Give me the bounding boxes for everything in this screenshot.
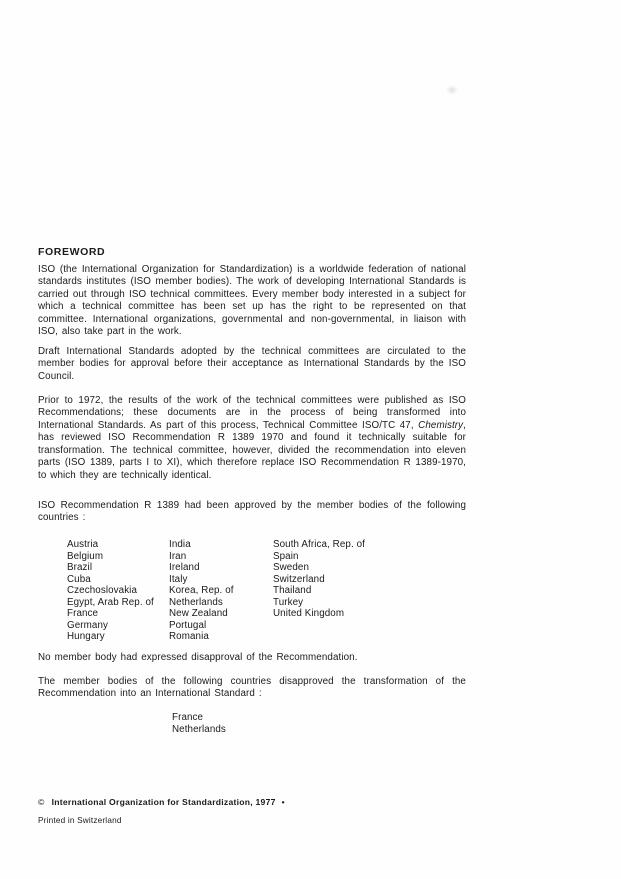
country-item: Czechoslovakia (67, 585, 138, 597)
country-item: France (67, 608, 99, 620)
country-item: Turkey (273, 596, 304, 608)
copyright-symbol: © (38, 797, 45, 807)
country-item: Belgium (67, 550, 104, 562)
paragraph-iso-intro: ISO (the International Organization for Standardization) is a worldwide federation of national standards institutes (ISO member bodies). The work of developing International Standards is carried out through ISO technical committees. Every member body interested in a subject for which a technical committee has been set up has the right to be represented on that committee. International organizations, governmental and non-governmental, in liaison with ISO, also take part in the work. (38, 264, 466, 338)
country-item: Hungary (67, 631, 105, 643)
country-item: Netherlands (172, 724, 226, 736)
paragraph-prior-1972-text-cont: , has reviewed ISO Recommendation R 1389 1970 and found it technically suitable for transformation. The technical committee, however, divided the recommendation into eleven parts (ISO 1389, parts I to XI), which therefore replace ISO Recommendation R 1389-1970, to which they are technically identical. (38, 419, 466, 481)
country-item: Thailand (273, 585, 312, 597)
paragraph-approved-by: ISO Recommendation R 1389 had been approved by the member bodies of the following countries : (38, 500, 466, 524)
paragraph-prior-1972-text: Prior to 1972, the results of the work of the technical committees were published as ISO Recommendations; these documents are in the process of being transformed into International Standards. As part of this process, Technical Committee ISO/TC 47, (38, 395, 466, 431)
country-item: Italy (169, 573, 188, 585)
country-item: Korea, Rep. of (169, 585, 234, 597)
country-item: Netherlands (169, 596, 223, 608)
country-item: Iran (169, 550, 187, 562)
country-item: Spain (273, 550, 299, 562)
country-item: South Africa, Rep. of (273, 539, 365, 550)
country-item: Ireland (169, 562, 200, 574)
country-item: Sweden (273, 562, 310, 574)
country-item: France (172, 712, 204, 723)
country-item: Switzerland (273, 573, 325, 585)
paragraph-prior-1972 (38, 395, 466, 482)
approving-countries-column-2 (169, 539, 273, 643)
paragraph-no-disapproval: No member body had expressed disapproval of the Recommendation. (38, 652, 358, 663)
paragraph-disapproved-transformation: The member bodies of the following countries disapproved the transformation of the Recommendation into an International Standard : (38, 676, 466, 700)
scan-artifact (446, 85, 458, 95)
country-item: Brazil (67, 562, 93, 574)
country-item: New Zealand (169, 608, 228, 620)
country-item: Portugal (169, 619, 207, 631)
country-item: Egypt, Arab Rep. of (67, 596, 154, 608)
paragraph-draft-standards: Draft International Standards adopted by the technical committees are circulated to the member bodies for approval before their acceptance as International Standards by the ISO Council. (38, 346, 466, 382)
country-item: Cuba (67, 573, 91, 585)
approving-countries-column-1 (67, 539, 169, 643)
country-item: Germany (67, 619, 108, 631)
country-item: Austria (67, 539, 99, 550)
copyright-bullet: • (281, 797, 285, 807)
approving-countries-list (67, 539, 423, 643)
foreword-heading: FOREWORD (38, 246, 106, 258)
approving-countries-column-3 (273, 539, 423, 643)
committee-subject-name: Chemistry (418, 419, 464, 431)
country-item: Romania (169, 631, 209, 643)
copyright-line (38, 797, 285, 807)
printed-in-line: Printed in Switzerland (38, 816, 122, 825)
copyright-text: International Organization for Standardization, 1977 (51, 797, 276, 807)
disapproving-countries-list (172, 712, 226, 736)
country-item: India (169, 539, 191, 550)
country-item: United Kingdom (273, 608, 345, 620)
